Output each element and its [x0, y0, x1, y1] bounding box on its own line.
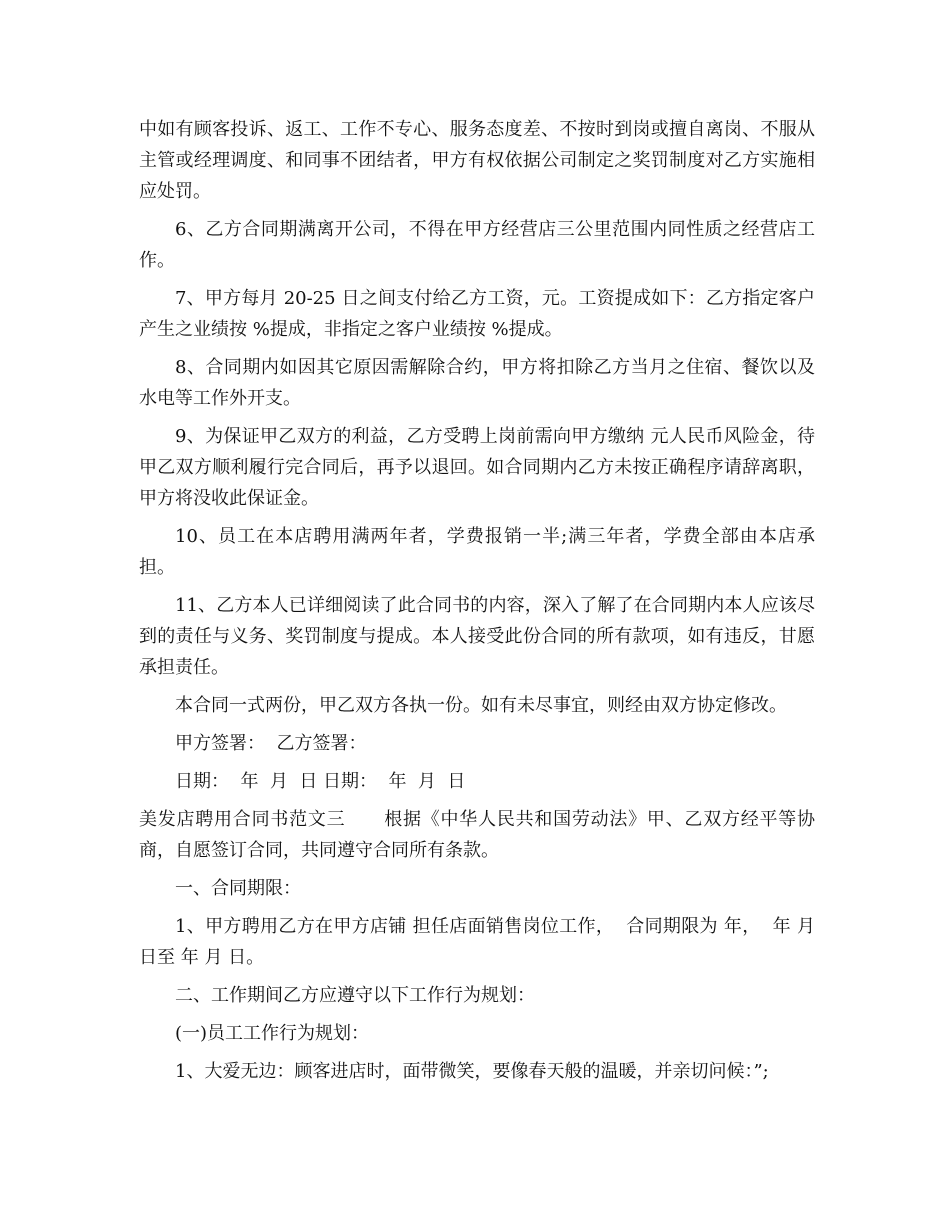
clause-9: 9、为保证甲乙双方的利益，乙方受聘上岗前需向甲方缴纳 元人民币风险金，待甲乙双方顺利履行完合同后，再予以退回。如合同期内乙方未按正确程序请辞离职，甲方将没收此保证金。 [139, 426, 815, 509]
template-three-heading: 美发店聘用合同书范文三 根据《中华人民共和国劳动法》甲、乙双方经平等协商，自愿签订合同，共同遵守合同所有条款。 [139, 809, 815, 861]
clause-7: 7、甲方每月 20-25 日之间支付给乙方工资，元。工资提成如下：乙方指定客户产生之业绩按 %提成，非指定之客户业绩按 %提成。 [139, 288, 815, 340]
clause-8: 8、合同期内如因其它原因需解除合约，甲方将扣除乙方当月之住宿、餐饮以及水电等工作外开支。 [139, 357, 815, 409]
section-conduct-rules: 二、工作期间乙方应遵守以下工作行为规划： [175, 985, 535, 1006]
subsection-staff-conduct: (一)员工工作行为规划： [175, 1023, 370, 1044]
document-body [139, 114, 821, 1087]
copies-note: 本合同一式两份，甲乙双方各执一份。如有未尽事宜，则经由双方协定修改。 [175, 695, 787, 716]
clause-10: 10、员工在本店聘用满两年者，学费报销一半;满三年者，学费全部由本店承担。 [139, 526, 815, 578]
signature-line: 甲方签署： 乙方签署： [175, 733, 367, 754]
conduct-rule-1: 1、大爱无边：顾客进店时，面带微笑，要像春天般的温暖，并亲切问候：”; [175, 1061, 769, 1082]
paragraph-continued: 中如有顾客投诉、返工、工作不专心、服务态度差、不按时到岗或擅自离岗、不服从主管或经理调度、和同事不团结者，甲方有权依据公司制定之奖罚制度对乙方实施相应处罚。 [139, 119, 815, 202]
term-clause-1: 1、甲方聘用乙方在甲方店铺 担任店面销售岗位工作， 合同期限为 年， 年 月 日至 年 月 日。 [139, 916, 821, 968]
section-contract-term: 一、合同期限： [175, 878, 301, 899]
clause-11: 11、乙方本人已详细阅读了此合同书的内容，深入了解了在合同期内本人应该尽到的责任与义务、奖罚制度与提成。本人接受此份合同的所有款项，如有违反，甘愿承担责任。 [139, 595, 815, 678]
clause-6: 6、乙方合同期满离开公司，不得在甲方经营店三公里范围内同性质之经营店工作。 [139, 219, 815, 271]
date-line: 日期： 年 月 日 日期： 年 月 日 [175, 771, 466, 792]
